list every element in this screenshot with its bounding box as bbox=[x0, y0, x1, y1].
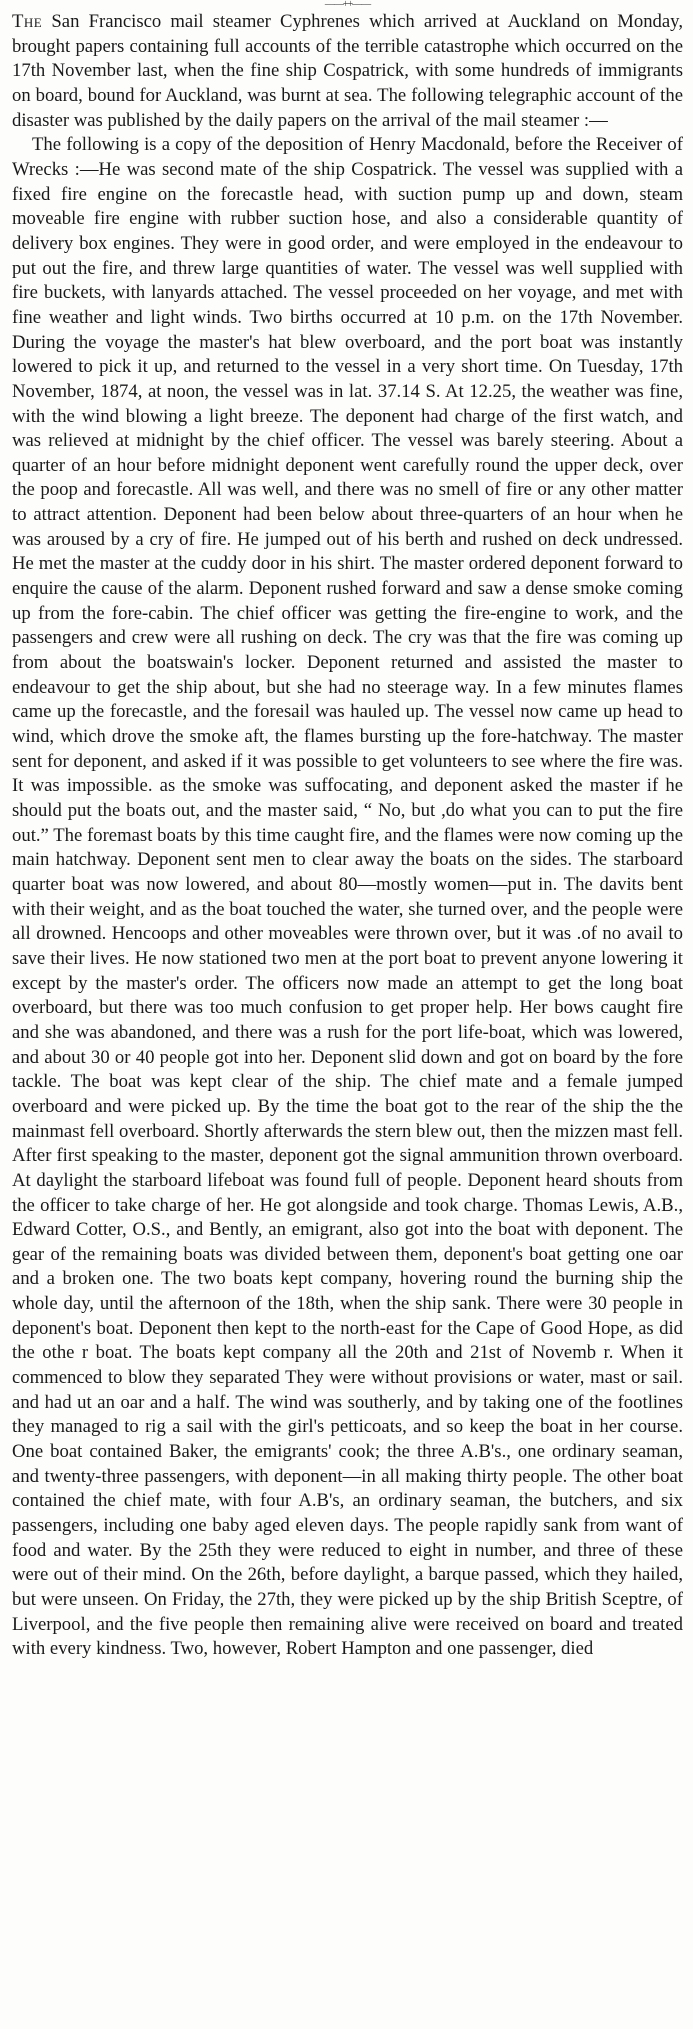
header-rule: ——++—— bbox=[324, 0, 371, 10]
deposition-paragraph bbox=[12, 133, 683, 1662]
intro-text: San Francisco mail steamer Cyphrenes which arrived at Auckland on Monday, brought papers containing full accounts of the terrible catastrophe which occurred on the 17th November last, when the fine ship Cospatrick, with some hundreds of immigrants on board, bound for Auckland, was burnt at sea. The following telegraphic account of the disaster was published by the daily papers on the arrival of the mail steamer :— bbox=[12, 11, 683, 131]
deposition-text: The following is a copy of the deposition of Henry Macdonald, before the Receiver of Wrecks :—He was second mate of the ship Cospatrick. The vessel was supplied with a fixed fire engine on the forecastle head, with suction pump up and down, steam moveable fire engine with rubber suction hose, and also a considerable quantity of delivery box engines. They were in good order, and were employed in the endeavour to put out the fire, and threw large quantities of water. The vessel was well supplied with fire buckets, with lanyards attached. The vessel proceeded on her voyage, and met with fine weather and light winds. Two births occurred at 10 p.m. on the 17th November. During the voyage the master's hat blew overboard, and the port boat was instantly lowered to pick it up, and returned to the vessel in a very short time. On Tuesday, 17th November, 1874, at noon, the vessel was in lat. 37.14 S. At 12.25, the weather was fine, with the wind blowing a light breeze. The deponent had charge of the first watch, and was relieved at midnight by the chief officer. The vessel was barely steering. About a quarter of an hour before midnight deponent went carefully round the upper deck, over the poop and forecastle. All was well, and there was no smell of fire or any other matter to attract attention. Deponent had been below about three-quarters of an hour when he was aroused by a cry of fire. He jumped out of his berth and rushed on deck undressed. He met the master at the cuddy door in his shirt. The master ordered deponent forward to enquire the cause of the alarm. Deponent rushed forward and saw a dense smoke coming up from the fore-cabin. The chief officer was getting the fire-engine to work, and the passengers and crew were all rushing on deck. The cry was that the fire was coming up from about the boatswain's locker. Deponent returned and assisted the master to endeavour to get the ship about, but she had no steerage way. In a few minutes flames came up the forecastle, and the foresail was hauled up. The vessel now came up head to wind, which drove the smoke aft, the flames bursting up the fore-hatchway. The master sent for deponent, and asked if it was possible to get volunteers to see where the fire was. It was impossible. as the smoke was suffocating, and deponent asked the master if he should put the boats out, and the master said, “ No, but ,do what you can to put the fire out.” The foremast boats by this time caught fire, and the flames were now coming up the main hatchway. Deponent sent men to clear away the boats on the sides. The starboard quarter boat was now lowered, and about 80—mostly women—put in. The davits bent with their weight, and as the boat touched the water, she turned over, and the people were all drowned. Hencoops and other moveables were thrown over, but it was .of no avail to save their lives. He now stationed two men at the port boat to prevent anyone lowering it except by the master's order. The officers now made an attempt to get the long boat overboard, but there was too much confusion to get proper help. Her bows caught fire and she was abandoned, and there was a rush for the port life-boat, which was lowered, and about 30 or 40 people got into her. Deponent slid down and got on board by the fore tackle. The boat was kept clear of the ship. The chief mate and a female jumped overboard and were picked up. By the time the boat got to the rear of the ship the the mainmast fell overboard. Shortly afterwards the stern blew out, then the mizzen mast fell. After first speaking to the master, deponent got the signal ammunition thrown overboard. At daylight the starboard lifeboat was found full of people. Deponent heard shouts from the officer to take charge of her. He got alongside and took charge. Thomas Lewis, A.B., Edward Cotter, O.S., and Bently, an emigrant, also got into the boat with deponent. The gear of the remaining boats was divided between them, deponent's boat getting one oar and a broken one. The two boats kept company, hovering round the burning ship the whole day, until the afternoon of the 18th, when the ship sank. There were 30 people in deponent's boat. Deponent then kept to the north-east for the Cape of Good Hope, as did the othe r boat. The boats kept company all the 20th and 21st of Novemb r. When it commenced to blow they separated They were without provisions or water, mast or sail. and had ut an oar and a half. The wind was southerly, and by taking one of the footlines they managed to rig a sail with the girl's petticoats, and so keep the boat in her course. One boat contained Baker, the emigrants' cook; the three A.B's., one ordinary seaman, and twenty-three passengers, with deponent—in all making thirty people. The other boat contained the chief mate, with four A.B's, an ordinary seaman, the butchers, and six passengers, including one baby aged eleven days. The people rapidly sank from want of food and water. By the 25th they were reduced to eight in number, and three of these were out of their mind. On the 26th, before daylight, a barque passed, which they hailed, but were unseen. On Friday, the 27th, they were picked up by the ship British Sceptre, of Liverpool, and the five people then remaining alive were received on board and treated with every kindness. Two, however, Robert Hampton and one passenger, died bbox=[12, 134, 683, 1660]
intro-lead-word: The bbox=[12, 11, 43, 32]
intro-paragraph bbox=[12, 10, 683, 133]
